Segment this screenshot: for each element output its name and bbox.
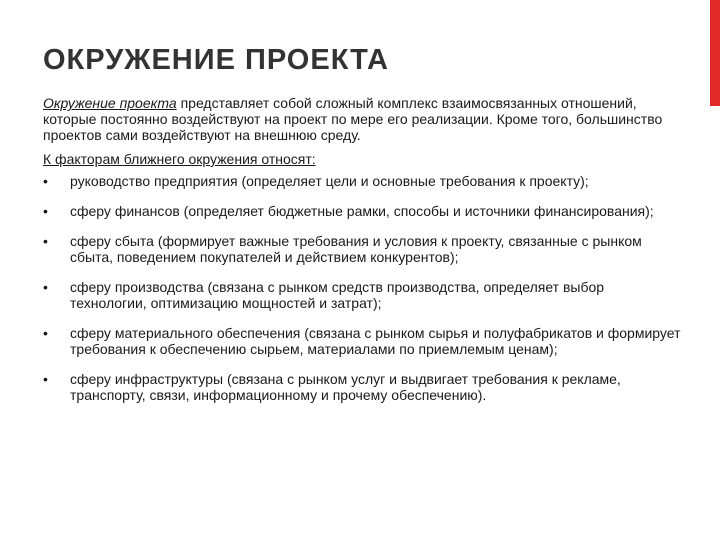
list-item	[43, 173, 683, 189]
list-item	[43, 203, 683, 219]
list-item-text: сферу материального обеспечения (связана с рынком сырья и полуфабрикатов и формирует требования к обеспечению сырьем, материалами по приемлемым ценам);	[70, 325, 681, 357]
list-item-text: руководство предприятия (определяет цели и основные требования к проекту);	[70, 173, 589, 189]
accent-bar	[710, 0, 720, 106]
list-item-text: сферу финансов (определяет бюджетные рамки, способы и источники финансирования);	[70, 203, 654, 219]
list-item-text: сферу инфраструктуры (связана с рынком услуг и выдвигает требования к рекламе, транспорту, связи, информационному и прочему обеспечению).	[70, 371, 621, 403]
slide-title: ОКРУЖЕНИЕ ПРОЕКТА	[43, 44, 389, 76]
bullet-icon: •	[43, 279, 48, 295]
bullet-icon: •	[43, 173, 48, 189]
bullet-icon: •	[43, 233, 48, 249]
list-item-text: сферу сбыта (формирует важные требования и условия к проекту, связанные с рынком сбыта, поведением покупателей и действием конкурентов);	[70, 233, 642, 265]
factors-heading: К факторам ближнего окружения относят:	[43, 151, 316, 167]
intro-term: Окружение проекта	[43, 95, 177, 111]
list-item	[43, 325, 683, 357]
factors-list	[43, 173, 683, 403]
list-item-text: сферу производства (связана с рынком средств производства, определяет выбор технологии, оптимизацию мощностей и затрат);	[70, 279, 605, 311]
slide-content	[43, 95, 683, 417]
list-item	[43, 233, 683, 265]
list-item	[43, 279, 683, 311]
intro-text: представляет собой сложный комплекс взаимосвязанных отношений, которые постоянно воздействуют на проект по мере его реализации. Кроме того, большинство проектов сами воздействуют на внешнюю среду.	[43, 95, 663, 143]
bullet-icon: •	[43, 371, 48, 387]
list-item	[43, 371, 683, 403]
bullet-icon: •	[43, 203, 48, 219]
intro-paragraph	[43, 95, 683, 143]
bullet-icon: •	[43, 325, 48, 341]
